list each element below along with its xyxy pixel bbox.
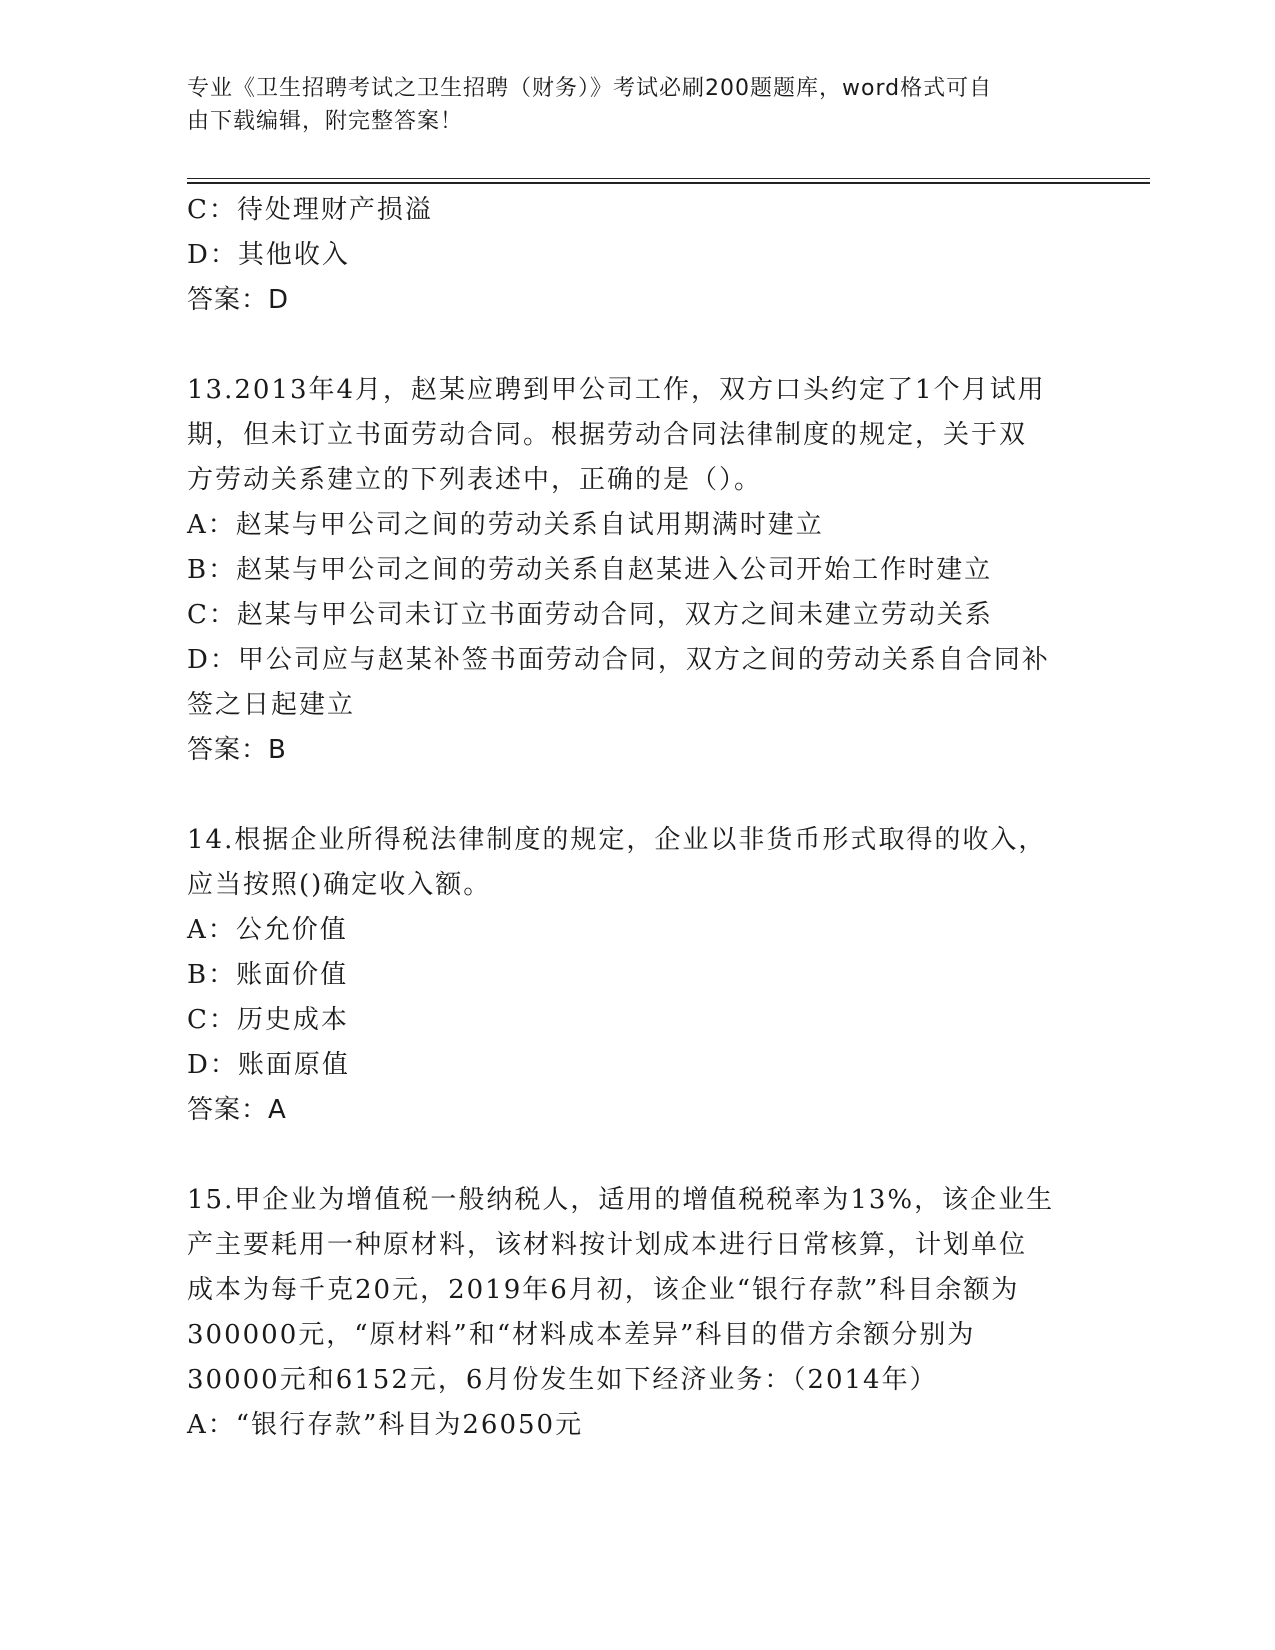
answer-line: 答案：A [187,1095,287,1125]
answer-line: 答案：B [187,735,287,765]
header-divider-thick [187,182,1150,184]
spacer [187,1133,1087,1178]
question-text: 14.根据企业所得税法律制度的规定，企业以非货币形式取得的收入， [187,825,1047,855]
question-text: 方劳动关系建立的下列表述中，正确的是（）。 [187,465,763,495]
question-text: 300000元，“原材料”和“材料成本差异”科目的借方余额分别为 [187,1320,976,1350]
question-13 [187,368,1087,773]
spacer [187,773,1087,818]
header-line-1: 专业《卫生招聘考试之卫生招聘（财务）》考试必刷200题题库，word格式可自 [187,76,993,101]
document-body [187,188,1087,1448]
option-c: C：赵某与甲公司未订立书面劳动合同，双方之间未建立劳动关系 [187,600,993,630]
option-d: D：其他收入 [187,240,350,270]
page-header [187,72,1067,138]
answer-line: 答案：D [187,285,290,315]
option-b: B：赵某与甲公司之间的劳动关系自赵某进入公司开始工作时建立 [187,555,993,585]
option-b: B：账面价值 [187,960,349,990]
option-d: D：甲公司应与赵某补签书面劳动合同，双方之间的劳动关系自合同补 [187,645,1050,675]
option-c: C：待处理财产损溢 [187,195,433,225]
option-a: A：赵某与甲公司之间的劳动关系自试用期满时建立 [187,510,824,540]
question-15 [187,1178,1087,1448]
question-text: 成本为每千克20元，2019年6月初，该企业“银行存款”科目余额为 [187,1275,1020,1305]
question-text: 期，但未订立书面劳动合同。根据劳动合同法律制度的规定，关于双 [187,420,1028,450]
question-text: 应当按照()确定收入额。 [187,870,492,900]
question-text: 13.2013年4月，赵某应聘到甲公司工作，双方口头约定了1个月试用 [187,375,1046,405]
question-text: 15.甲企业为增值税一般纳税人，适用的增值税税率为13%，该企业生 [187,1185,1055,1215]
spacer [187,323,1087,368]
option-d-continued: 签之日起建立 [187,690,356,720]
question-text: 30000元和6152元，6月份发生如下经济业务：（2014年） [187,1365,938,1395]
header-line-2: 由下载编辑，附完整答案！ [187,109,464,134]
question-text: 产主要耗用一种原材料，该材料按计划成本进行日常核算，计划单位 [187,1230,1028,1260]
option-d: D：账面原值 [187,1050,350,1080]
option-c: C：历史成本 [187,1005,349,1035]
question-12-tail [187,188,1087,323]
option-a: A：公允价值 [187,915,348,945]
option-a: A：“银行存款”科目为26050元 [187,1410,584,1440]
header-divider-thin [187,178,1150,179]
question-14 [187,818,1087,1133]
